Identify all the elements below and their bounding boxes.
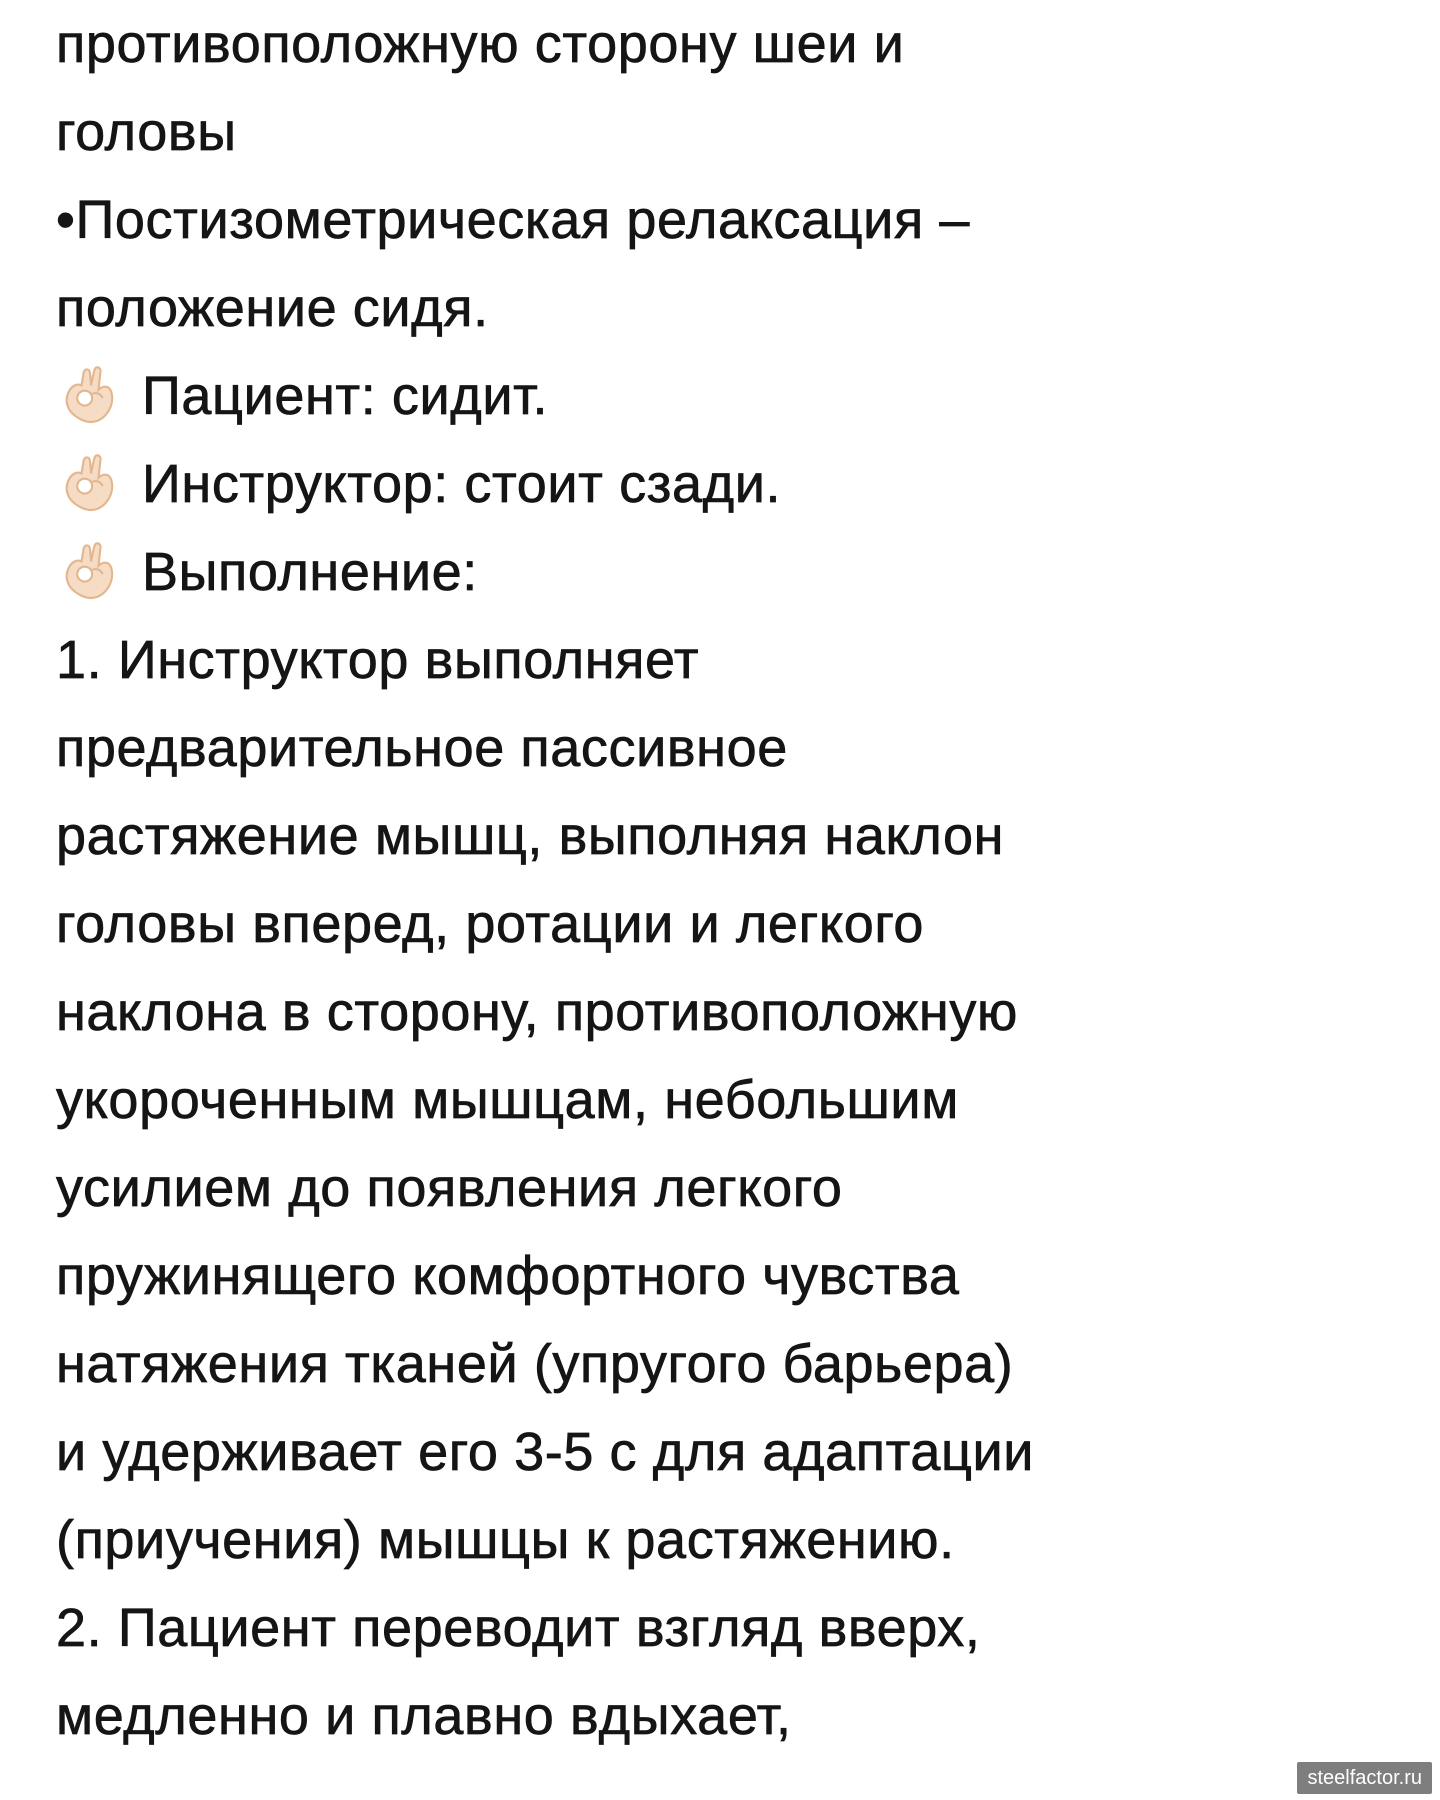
text-line bbox=[56, 1056, 1426, 1144]
text-line bbox=[56, 264, 1426, 352]
text-line-content: усилием до появления легкого bbox=[56, 1158, 843, 1218]
text-line bbox=[56, 968, 1426, 1056]
text-line-content: натяжения тканей (упругого барьера) bbox=[56, 1334, 1014, 1394]
text-line-content: головы bbox=[56, 102, 237, 162]
text-line bbox=[56, 1584, 1426, 1672]
ok-hand-icon bbox=[56, 538, 124, 606]
text-line-content: медленно и плавно вдыхает, bbox=[56, 1686, 792, 1746]
text-line-content: 1. Инструктор выполняет bbox=[56, 630, 700, 690]
text-line-content: Пациент: сидит. bbox=[142, 366, 549, 426]
text-line-content: предварительное пассивное bbox=[56, 718, 788, 778]
text-line-content: положение сидя. bbox=[56, 278, 489, 338]
text-line bbox=[56, 352, 1426, 440]
text-line bbox=[56, 616, 1426, 704]
text-line bbox=[56, 1232, 1426, 1320]
text-line-content: противоположную сторону шеи и bbox=[56, 14, 905, 74]
text-line-content: и удерживает его 3-5 с для адаптации bbox=[56, 1422, 1035, 1482]
text-line bbox=[56, 88, 1426, 176]
text-line-content: 2. Пациент переводит взгляд вверх, bbox=[56, 1598, 981, 1658]
text-line-content: головы вперед, ротации и легкого bbox=[56, 894, 925, 954]
text-line-content: укороченным мышцам, небольшим bbox=[56, 1070, 959, 1130]
text-line-content: пружинящего комфортного чувства bbox=[56, 1246, 960, 1306]
text-line bbox=[56, 704, 1426, 792]
text-line-content: (приучения) мышцы к растяжению. bbox=[56, 1510, 955, 1570]
watermark: steelfactor.ru bbox=[1297, 1762, 1432, 1794]
ok-hand-icon bbox=[56, 362, 124, 430]
text-line bbox=[56, 1408, 1426, 1496]
text-line-content: Инструктор: стоит сзади. bbox=[142, 454, 782, 514]
text-line bbox=[56, 792, 1426, 880]
article-text bbox=[56, 0, 1426, 1760]
text-line-content: Выполнение: bbox=[142, 542, 478, 602]
text-line-content: наклона в сторону, противоположную bbox=[56, 982, 1019, 1042]
text-line bbox=[56, 440, 1426, 528]
text-line-content: •Постизометрическая релаксация – bbox=[56, 190, 971, 250]
ok-hand-icon bbox=[56, 450, 124, 518]
text-line bbox=[56, 1144, 1426, 1232]
text-line-content: растяжение мышц, выполняя наклон bbox=[56, 806, 1005, 866]
text-line bbox=[56, 1496, 1426, 1584]
text-line bbox=[56, 1672, 1426, 1760]
text-line bbox=[56, 1320, 1426, 1408]
text-line bbox=[56, 528, 1426, 616]
text-line bbox=[56, 880, 1426, 968]
text-line bbox=[56, 176, 1426, 264]
text-line bbox=[56, 0, 1426, 88]
